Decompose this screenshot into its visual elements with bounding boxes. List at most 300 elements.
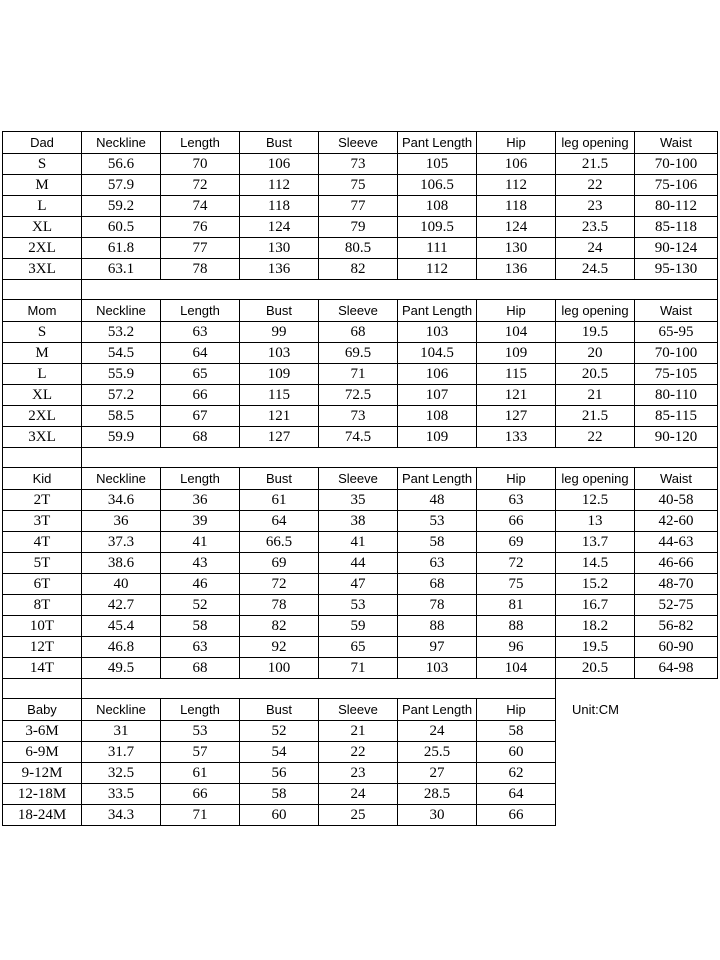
measurement-cell: 69 (240, 553, 319, 574)
measurement-cell: 60 (240, 805, 319, 826)
measurement-cell: 115 (240, 385, 319, 406)
measurement-cell: 23 (556, 196, 635, 217)
measurement-cell: 57 (161, 742, 240, 763)
column-header: Hip (477, 300, 556, 322)
measurement-cell: 61.8 (82, 238, 161, 259)
measurement-cell: 42-60 (635, 511, 718, 532)
measurement-cell: 66 (477, 511, 556, 532)
measurement-cell: 103 (398, 322, 477, 343)
measurement-cell: 19.5 (556, 322, 635, 343)
measurement-cell: 106 (477, 154, 556, 175)
measurement-cell: 68 (161, 427, 240, 448)
measurement-cell: 53 (398, 511, 477, 532)
column-header: Waist (635, 132, 718, 154)
measurement-cell: 40 (82, 574, 161, 595)
measurement-cell: 111 (398, 238, 477, 259)
measurement-cell: 121 (477, 385, 556, 406)
measurement-cell: 39 (161, 511, 240, 532)
column-header: Length (161, 132, 240, 154)
measurement-cell: 70-100 (635, 154, 718, 175)
size-label-cell: 2XL (3, 406, 82, 427)
measurement-cell: 121 (240, 406, 319, 427)
column-header: Bust (240, 468, 319, 490)
measurement-cell: 66.5 (240, 532, 319, 553)
size-label-cell: 2T (3, 490, 82, 511)
measurement-cell: 21 (556, 385, 635, 406)
table-row (3, 343, 718, 364)
empty-space (556, 784, 718, 805)
measurement-cell: 81 (477, 595, 556, 616)
column-header: Bust (240, 300, 319, 322)
measurement-cell: 54.5 (82, 343, 161, 364)
size-label-cell: XL (3, 385, 82, 406)
measurement-cell: 104 (477, 322, 556, 343)
table-row (3, 511, 718, 532)
column-header: Waist (635, 468, 718, 490)
size-label-cell: 3XL (3, 259, 82, 280)
measurement-cell: 46 (161, 574, 240, 595)
measurement-cell: 72 (240, 574, 319, 595)
measurement-cell: 63.1 (82, 259, 161, 280)
measurement-cell: 48-70 (635, 574, 718, 595)
measurement-cell: 71 (319, 364, 398, 385)
measurement-cell: 127 (240, 427, 319, 448)
measurement-cell: 95-130 (635, 259, 718, 280)
blank-cell (3, 280, 82, 300)
measurement-cell: 136 (240, 259, 319, 280)
section-label: Baby (3, 699, 82, 721)
column-header: Length (161, 468, 240, 490)
measurement-cell: 44-63 (635, 532, 718, 553)
measurement-cell: 63 (161, 637, 240, 658)
blank-cell (82, 448, 718, 468)
table-row (3, 196, 718, 217)
size-chart-body (3, 132, 718, 826)
measurement-cell: 115 (477, 364, 556, 385)
measurement-cell: 75 (319, 175, 398, 196)
table-row (3, 259, 718, 280)
measurement-cell: 22 (319, 742, 398, 763)
blank-cell (3, 679, 82, 699)
table-row (3, 658, 718, 679)
measurement-cell: 32.5 (82, 763, 161, 784)
measurement-cell: 64 (477, 784, 556, 805)
measurement-cell: 25 (319, 805, 398, 826)
measurement-cell: 133 (477, 427, 556, 448)
column-header: Waist (635, 300, 718, 322)
measurement-cell: 73 (319, 154, 398, 175)
measurement-cell: 127 (477, 406, 556, 427)
measurement-cell: 69 (477, 532, 556, 553)
measurement-cell: 36 (82, 511, 161, 532)
measurement-cell: 65-95 (635, 322, 718, 343)
empty-space (556, 763, 718, 784)
measurement-cell: 106 (240, 154, 319, 175)
table-row (3, 364, 718, 385)
measurement-cell: 22 (556, 427, 635, 448)
table-row (3, 742, 718, 763)
measurement-cell: 41 (319, 532, 398, 553)
column-header: Sleeve (319, 468, 398, 490)
measurement-cell: 109 (398, 427, 477, 448)
measurement-cell: 59.2 (82, 196, 161, 217)
size-label-cell: 12-18M (3, 784, 82, 805)
column-header: Pant Length (398, 699, 477, 721)
column-header: Hip (477, 468, 556, 490)
empty-space (556, 679, 718, 699)
measurement-cell: 20.5 (556, 658, 635, 679)
measurement-cell: 99 (240, 322, 319, 343)
measurement-cell: 21.5 (556, 154, 635, 175)
column-header: Pant Length (398, 300, 477, 322)
measurement-cell: 56-82 (635, 616, 718, 637)
measurement-cell: 65 (161, 364, 240, 385)
measurement-cell: 109.5 (398, 217, 477, 238)
measurement-cell: 90-120 (635, 427, 718, 448)
measurement-cell: 54 (240, 742, 319, 763)
table-row (3, 238, 718, 259)
measurement-cell: 88 (398, 616, 477, 637)
column-header: Pant Length (398, 468, 477, 490)
measurement-cell: 124 (477, 217, 556, 238)
measurement-cell: 21.5 (556, 406, 635, 427)
measurement-cell: 43 (161, 553, 240, 574)
measurement-cell: 20.5 (556, 364, 635, 385)
size-label-cell: 10T (3, 616, 82, 637)
section-header-row (3, 300, 718, 322)
measurement-cell: 59.9 (82, 427, 161, 448)
measurement-cell: 13.7 (556, 532, 635, 553)
column-header: Hip (477, 699, 556, 721)
measurement-cell: 34.3 (82, 805, 161, 826)
measurement-cell: 56 (240, 763, 319, 784)
column-header: Bust (240, 132, 319, 154)
size-label-cell: 3-6M (3, 721, 82, 742)
measurement-cell: 109 (240, 364, 319, 385)
measurement-cell: 24 (398, 721, 477, 742)
size-label-cell: 3XL (3, 427, 82, 448)
size-label-cell: 6-9M (3, 742, 82, 763)
table-row (3, 763, 718, 784)
section-label: Kid (3, 468, 82, 490)
measurement-cell: 48 (398, 490, 477, 511)
measurement-cell: 65 (319, 637, 398, 658)
measurement-cell: 34.6 (82, 490, 161, 511)
column-header: leg opening (556, 468, 635, 490)
section-header-row (3, 468, 718, 490)
measurement-cell: 76 (161, 217, 240, 238)
blank-cell (3, 448, 82, 468)
column-header: Neckline (82, 300, 161, 322)
size-label-cell: M (3, 175, 82, 196)
measurement-cell: 118 (477, 196, 556, 217)
measurement-cell: 38.6 (82, 553, 161, 574)
measurement-cell: 130 (477, 238, 556, 259)
table-row (3, 616, 718, 637)
measurement-cell: 20 (556, 343, 635, 364)
measurement-cell: 18.2 (556, 616, 635, 637)
measurement-cell: 68 (161, 658, 240, 679)
measurement-cell: 64 (240, 511, 319, 532)
measurement-cell: 62 (477, 763, 556, 784)
measurement-cell: 46-66 (635, 553, 718, 574)
column-header: Length (161, 300, 240, 322)
measurement-cell: 96 (477, 637, 556, 658)
measurement-cell: 75 (477, 574, 556, 595)
table-row (3, 322, 718, 343)
measurement-cell: 105 (398, 154, 477, 175)
measurement-cell: 112 (240, 175, 319, 196)
measurement-cell: 92 (240, 637, 319, 658)
section-header-row (3, 699, 718, 721)
measurement-cell: 77 (161, 238, 240, 259)
measurement-cell: 60.5 (82, 217, 161, 238)
measurement-cell: 61 (240, 490, 319, 511)
size-label-cell: 5T (3, 553, 82, 574)
measurement-cell: 47 (319, 574, 398, 595)
size-label-cell: 14T (3, 658, 82, 679)
measurement-cell: 68 (319, 322, 398, 343)
table-row (3, 427, 718, 448)
measurement-cell: 75-106 (635, 175, 718, 196)
measurement-cell: 57.9 (82, 175, 161, 196)
measurement-cell: 38 (319, 511, 398, 532)
separator-row (3, 280, 718, 300)
table-row (3, 637, 718, 658)
measurement-cell: 14.5 (556, 553, 635, 574)
column-header: leg opening (556, 300, 635, 322)
measurement-cell: 53 (161, 721, 240, 742)
measurement-cell: 66 (161, 784, 240, 805)
size-label-cell: 8T (3, 595, 82, 616)
size-label-cell: S (3, 154, 82, 175)
measurement-cell: 107 (398, 385, 477, 406)
size-label-cell: 12T (3, 637, 82, 658)
measurement-cell: 58 (398, 532, 477, 553)
measurement-cell: 41 (161, 532, 240, 553)
measurement-cell: 124 (240, 217, 319, 238)
measurement-cell: 24 (556, 238, 635, 259)
measurement-cell: 77 (319, 196, 398, 217)
table-row (3, 490, 718, 511)
measurement-cell: 49.5 (82, 658, 161, 679)
measurement-cell: 66 (161, 385, 240, 406)
measurement-cell: 27 (398, 763, 477, 784)
table-row (3, 553, 718, 574)
measurement-cell: 45.4 (82, 616, 161, 637)
measurement-cell: 24.5 (556, 259, 635, 280)
measurement-cell: 59 (319, 616, 398, 637)
measurement-cell: 58 (240, 784, 319, 805)
column-header: Length (161, 699, 240, 721)
empty-space (556, 721, 718, 742)
measurement-cell: 52 (240, 721, 319, 742)
measurement-cell: 60-90 (635, 637, 718, 658)
measurement-cell: 15.2 (556, 574, 635, 595)
measurement-cell: 52-75 (635, 595, 718, 616)
measurement-cell: 31 (82, 721, 161, 742)
table-row (3, 217, 718, 238)
size-label-cell: L (3, 364, 82, 385)
column-header: Neckline (82, 132, 161, 154)
measurement-cell: 63 (161, 322, 240, 343)
measurement-cell: 33.5 (82, 784, 161, 805)
measurement-cell: 12.5 (556, 490, 635, 511)
measurement-cell: 52 (161, 595, 240, 616)
measurement-cell: 82 (319, 259, 398, 280)
measurement-cell: 78 (240, 595, 319, 616)
size-label-cell: 6T (3, 574, 82, 595)
measurement-cell: 88 (477, 616, 556, 637)
size-label-cell: 3T (3, 511, 82, 532)
measurement-cell: 75-105 (635, 364, 718, 385)
measurement-cell: 90-124 (635, 238, 718, 259)
measurement-cell: 40-58 (635, 490, 718, 511)
measurement-cell: 37.3 (82, 532, 161, 553)
measurement-cell: 80-112 (635, 196, 718, 217)
measurement-cell: 106 (398, 364, 477, 385)
measurement-cell: 82 (240, 616, 319, 637)
measurement-cell: 106.5 (398, 175, 477, 196)
measurement-cell: 73 (319, 406, 398, 427)
measurement-cell: 74.5 (319, 427, 398, 448)
measurement-cell: 71 (161, 805, 240, 826)
measurement-cell: 58 (161, 616, 240, 637)
measurement-cell: 42.7 (82, 595, 161, 616)
size-label-cell: XL (3, 217, 82, 238)
table-row (3, 805, 718, 826)
section-header-row (3, 132, 718, 154)
measurement-cell: 80.5 (319, 238, 398, 259)
measurement-cell: 28.5 (398, 784, 477, 805)
measurement-cell: 100 (240, 658, 319, 679)
measurement-cell: 74 (161, 196, 240, 217)
column-header: Sleeve (319, 132, 398, 154)
size-chart-table (2, 131, 718, 826)
table-row (3, 385, 718, 406)
measurement-cell: 108 (398, 196, 477, 217)
measurement-cell: 85-115 (635, 406, 718, 427)
measurement-cell: 70-100 (635, 343, 718, 364)
measurement-cell: 78 (161, 259, 240, 280)
measurement-cell: 46.8 (82, 637, 161, 658)
measurement-cell: 35 (319, 490, 398, 511)
measurement-cell: 55.9 (82, 364, 161, 385)
measurement-cell: 16.7 (556, 595, 635, 616)
table-row (3, 406, 718, 427)
column-header: Hip (477, 132, 556, 154)
size-label-cell: S (3, 322, 82, 343)
measurement-cell: 58 (477, 721, 556, 742)
blank-cell (82, 280, 718, 300)
measurement-cell: 108 (398, 406, 477, 427)
column-header: Pant Length (398, 132, 477, 154)
measurement-cell: 79 (319, 217, 398, 238)
empty-space (556, 742, 718, 763)
measurement-cell: 69.5 (319, 343, 398, 364)
measurement-cell: 63 (477, 490, 556, 511)
measurement-cell: 13 (556, 511, 635, 532)
measurement-cell: 109 (477, 343, 556, 364)
measurement-cell: 53.2 (82, 322, 161, 343)
measurement-cell: 104.5 (398, 343, 477, 364)
measurement-cell: 21 (319, 721, 398, 742)
column-header: Neckline (82, 699, 161, 721)
measurement-cell: 72 (161, 175, 240, 196)
measurement-cell: 112 (477, 175, 556, 196)
measurement-cell: 61 (161, 763, 240, 784)
measurement-cell: 23 (319, 763, 398, 784)
measurement-cell: 19.5 (556, 637, 635, 658)
measurement-cell: 118 (240, 196, 319, 217)
measurement-cell: 31.7 (82, 742, 161, 763)
column-header: Neckline (82, 468, 161, 490)
size-label-cell: 9-12M (3, 763, 82, 784)
measurement-cell: 103 (398, 658, 477, 679)
column-header: Bust (240, 699, 319, 721)
table-row (3, 784, 718, 805)
measurement-cell: 23.5 (556, 217, 635, 238)
size-label-cell: 2XL (3, 238, 82, 259)
section-label: Dad (3, 132, 82, 154)
size-label-cell: L (3, 196, 82, 217)
measurement-cell: 66 (477, 805, 556, 826)
measurement-cell: 60 (477, 742, 556, 763)
measurement-cell: 30 (398, 805, 477, 826)
measurement-cell: 53 (319, 595, 398, 616)
separator-row (3, 448, 718, 468)
measurement-cell: 103 (240, 343, 319, 364)
measurement-cell: 64-98 (635, 658, 718, 679)
measurement-cell: 72 (477, 553, 556, 574)
measurement-cell: 78 (398, 595, 477, 616)
measurement-cell: 136 (477, 259, 556, 280)
measurement-cell: 68 (398, 574, 477, 595)
table-row (3, 574, 718, 595)
measurement-cell: 72.5 (319, 385, 398, 406)
measurement-cell: 22 (556, 175, 635, 196)
table-row (3, 154, 718, 175)
measurement-cell: 63 (398, 553, 477, 574)
measurement-cell: 58.5 (82, 406, 161, 427)
separator-row (3, 679, 718, 699)
unit-note: Unit:CM (572, 702, 619, 717)
measurement-cell: 112 (398, 259, 477, 280)
measurement-cell: 85-118 (635, 217, 718, 238)
measurement-cell: 71 (319, 658, 398, 679)
measurement-cell: 36 (161, 490, 240, 511)
column-header: Sleeve (319, 300, 398, 322)
size-label-cell: M (3, 343, 82, 364)
measurement-cell: 44 (319, 553, 398, 574)
measurement-cell: 70 (161, 154, 240, 175)
measurement-cell: 104 (477, 658, 556, 679)
table-row (3, 721, 718, 742)
table-row (3, 175, 718, 196)
measurement-cell: 64 (161, 343, 240, 364)
column-header: leg opening (556, 132, 635, 154)
measurement-cell: 130 (240, 238, 319, 259)
measurement-cell: 25.5 (398, 742, 477, 763)
measurement-cell: 67 (161, 406, 240, 427)
blank-cell (82, 679, 556, 699)
table-row (3, 595, 718, 616)
table-row (3, 532, 718, 553)
measurement-cell: 57.2 (82, 385, 161, 406)
section-label: Mom (3, 300, 82, 322)
measurement-cell: 80-110 (635, 385, 718, 406)
size-label-cell: 18-24M (3, 805, 82, 826)
